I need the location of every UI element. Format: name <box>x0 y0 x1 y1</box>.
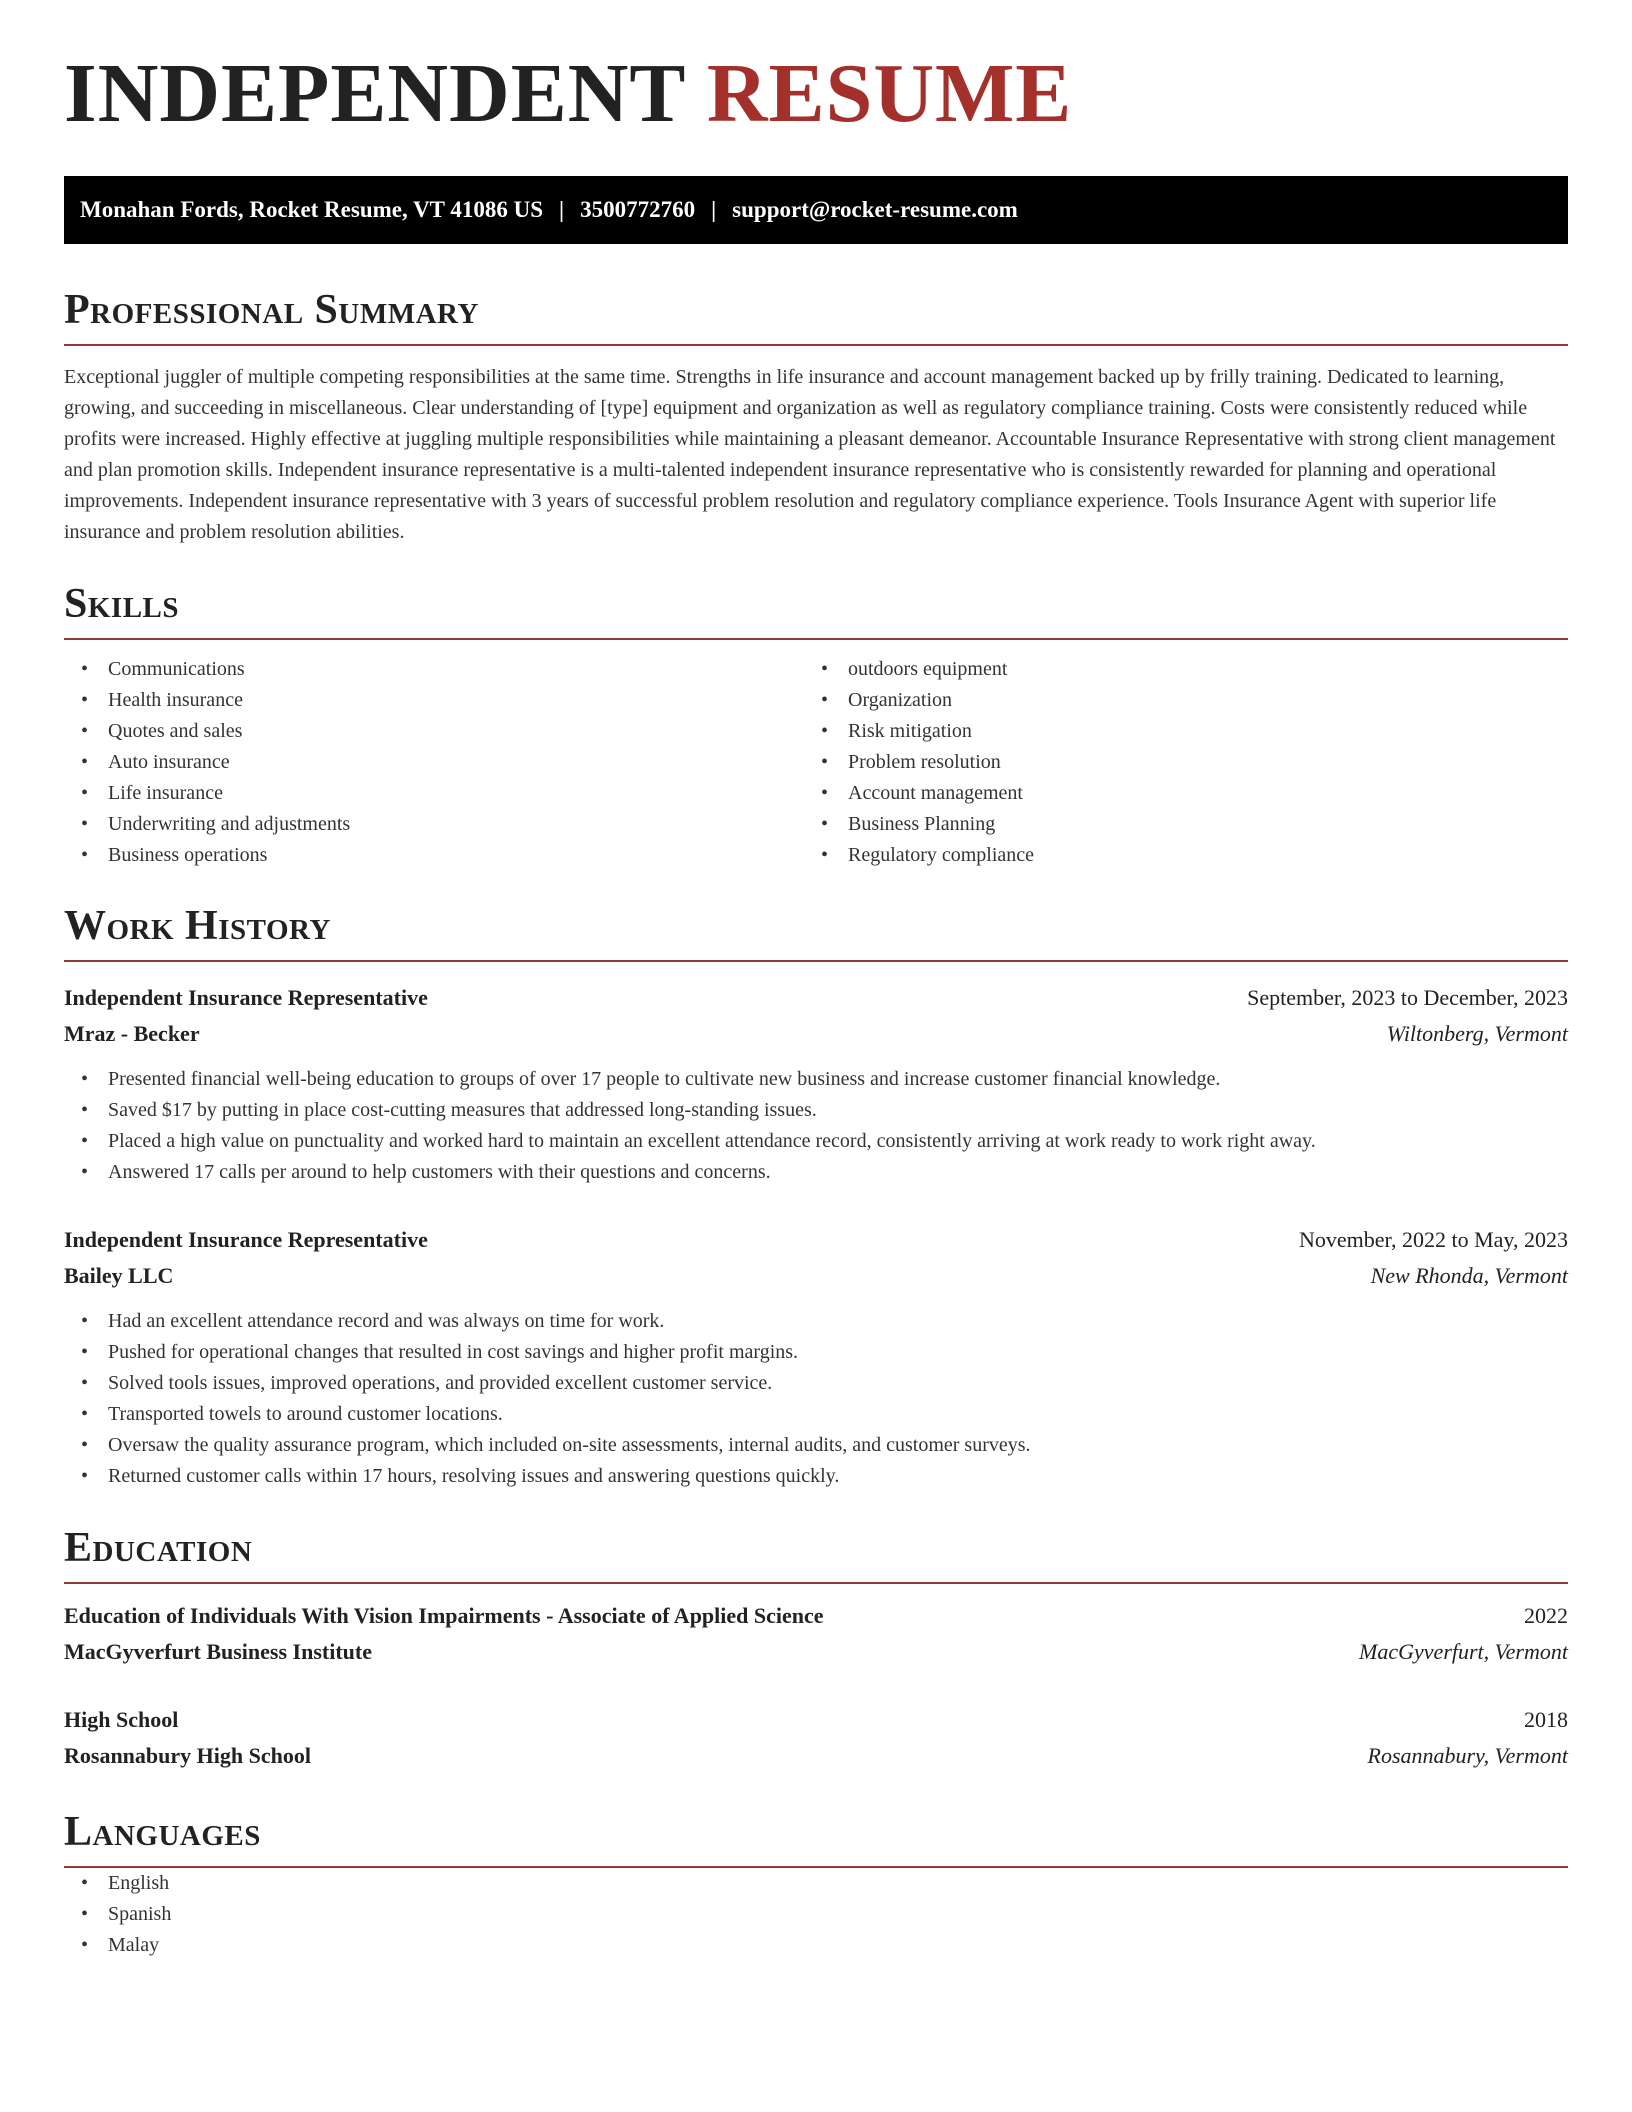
education-degree: High School <box>64 1707 179 1732</box>
languages-heading: Languages <box>64 1806 1568 1868</box>
title-part-2: RESUME <box>706 47 1073 140</box>
summary-heading: Professional Summary <box>64 284 1568 346</box>
language-item: • English <box>64 1868 1568 1899</box>
skill-item: • Auto insurance <box>64 747 804 778</box>
skill-item: • Business Planning <box>804 809 1544 840</box>
education-degree-row <box>64 1598 1568 1634</box>
job-bullet: • Had an excellent attendance record and was always on time for work. <box>64 1306 1568 1337</box>
job-bullets <box>64 1306 1568 1492</box>
skill-item: • outdoors equipment <box>804 654 1544 685</box>
job-company: Mraz - Becker <box>64 1021 200 1046</box>
contact-bar <box>64 176 1568 244</box>
education-school: MacGyverfurt Business Institute <box>64 1639 372 1664</box>
job-bullet: • Placed a high value on punctuality and worked hard to maintain an excellent attendance record, consistently arriving at work ready to work right away. <box>64 1126 1568 1157</box>
job-bullet: • Pushed for operational changes that resulted in cost savings and higher profit margins. <box>64 1337 1568 1368</box>
job-bullet: • Returned customer calls within 17 hours, resolving issues and answering questions quickly. <box>64 1461 1568 1492</box>
skill-item: • Account management <box>804 778 1544 809</box>
education-location: MacGyverfurt, Vermont <box>1359 1639 1568 1664</box>
skill-item: • Problem resolution <box>804 747 1544 778</box>
skill-item: • Life insurance <box>64 778 804 809</box>
languages-list <box>64 1868 1568 1961</box>
job-bullet: • Solved tools issues, improved operations, and provided excellent customer service. <box>64 1368 1568 1399</box>
job-title-row <box>64 980 1568 1016</box>
resume-title <box>64 47 1073 140</box>
education-section <box>64 1522 1568 1774</box>
job-title: Independent Insurance Representative <box>64 1227 428 1252</box>
job-bullet: • Oversaw the quality assurance program, which included on-site assessments, internal audits, and customer surveys. <box>64 1430 1568 1461</box>
job-title-row <box>64 1222 1568 1258</box>
skill-item: • Business operations <box>64 840 804 871</box>
education-school-row <box>64 1738 1568 1774</box>
skills-heading: Skills <box>64 578 1568 640</box>
skill-item: • Quotes and sales <box>64 716 804 747</box>
job-entry <box>64 980 1568 1188</box>
skill-item: • Regulatory compliance <box>804 840 1544 871</box>
languages-section <box>64 1806 1568 1961</box>
job-location: Wiltonberg, Vermont <box>1386 1021 1568 1046</box>
contact-email[interactable]: support@rocket-resume.com <box>732 197 1018 222</box>
job-bullet: • Saved $17 by putting in place cost-cutting measures that addressed long-standing issues. <box>64 1095 1568 1126</box>
job-bullets <box>64 1064 1568 1188</box>
job-entry <box>64 1222 1568 1492</box>
job-location: New Rhonda, Vermont <box>1370 1263 1568 1288</box>
job-bullet: • Answered 17 calls per around to help customers with their questions and concerns. <box>64 1157 1568 1188</box>
education-degree-row <box>64 1702 1568 1738</box>
work-history-section <box>64 900 1568 1492</box>
job-dates: September, 2023 to December, 2023 <box>1247 985 1568 1010</box>
skills-list-right <box>804 654 1544 871</box>
job-company-row <box>64 1016 1568 1052</box>
contact-separator: | <box>711 197 717 222</box>
job-dates: November, 2022 to May, 2023 <box>1299 1227 1568 1252</box>
language-item: • Spanish <box>64 1899 1568 1930</box>
job-title: Independent Insurance Representative <box>64 985 428 1010</box>
contact-phone[interactable]: 3500772760 <box>580 197 696 222</box>
skill-item: • Risk mitigation <box>804 716 1544 747</box>
education-year: 2022 <box>1524 1603 1568 1628</box>
education-entry <box>64 1702 1568 1774</box>
title-part-1: INDEPENDENT <box>64 47 685 140</box>
education-degree: Education of Individuals With Vision Impairments - Associate of Applied Science <box>64 1603 824 1628</box>
education-school-row <box>64 1634 1568 1670</box>
summary-text: Exceptional juggler of multiple competing responsibilities at the same time. Strengths in life insurance and account management backed up by frilly training. Dedicated to learning, growing, and succeeding in miscellaneous. Clear understanding of [type] equipment and organization as well as regulatory compliance training. Costs were consistently reduced while profits were increased. Highly effective at juggling multiple responsibilities while maintaining a pleasant demeanor. Accountable Insurance Representative with strong client management and plan promotion skills. Independent insurance representative is a multi-talented independent insurance representative who is consistently rewarded for planning and operational improvements. Independent insurance representative with 3 years of successful problem resolution and regulatory compliance experience. Tools Insurance Agent with superior life insurance and problem resolution abilities. <box>64 366 1556 543</box>
skills-grid <box>64 654 1568 871</box>
contact-separator: | <box>559 197 565 222</box>
education-location: Rosannabury, Vermont <box>1367 1743 1568 1768</box>
skill-item: • Underwriting and adjustments <box>64 809 804 840</box>
skill-item: • Organization <box>804 685 1544 716</box>
skill-item: • Communications <box>64 654 804 685</box>
summary-section <box>64 284 1568 548</box>
education-school: Rosannabury High School <box>64 1743 311 1768</box>
education-entry <box>64 1598 1568 1670</box>
job-bullet: • Transported towels to around customer locations. <box>64 1399 1568 1430</box>
language-item: • Malay <box>64 1930 1568 1961</box>
work-history-heading: Work History <box>64 900 1568 962</box>
skill-item: • Health insurance <box>64 685 804 716</box>
contact-address: Monahan Fords, Rocket Resume, VT 41086 US <box>80 197 544 222</box>
education-year: 2018 <box>1524 1707 1568 1732</box>
job-bullet: • Presented financial well-being education to groups of over 17 people to cultivate new business and increase customer financial knowledge. <box>64 1064 1568 1095</box>
job-company-row <box>64 1258 1568 1294</box>
education-heading: Education <box>64 1522 1568 1584</box>
skills-list-left <box>64 654 804 871</box>
job-company: Bailey LLC <box>64 1263 174 1288</box>
skills-section <box>64 578 1568 871</box>
